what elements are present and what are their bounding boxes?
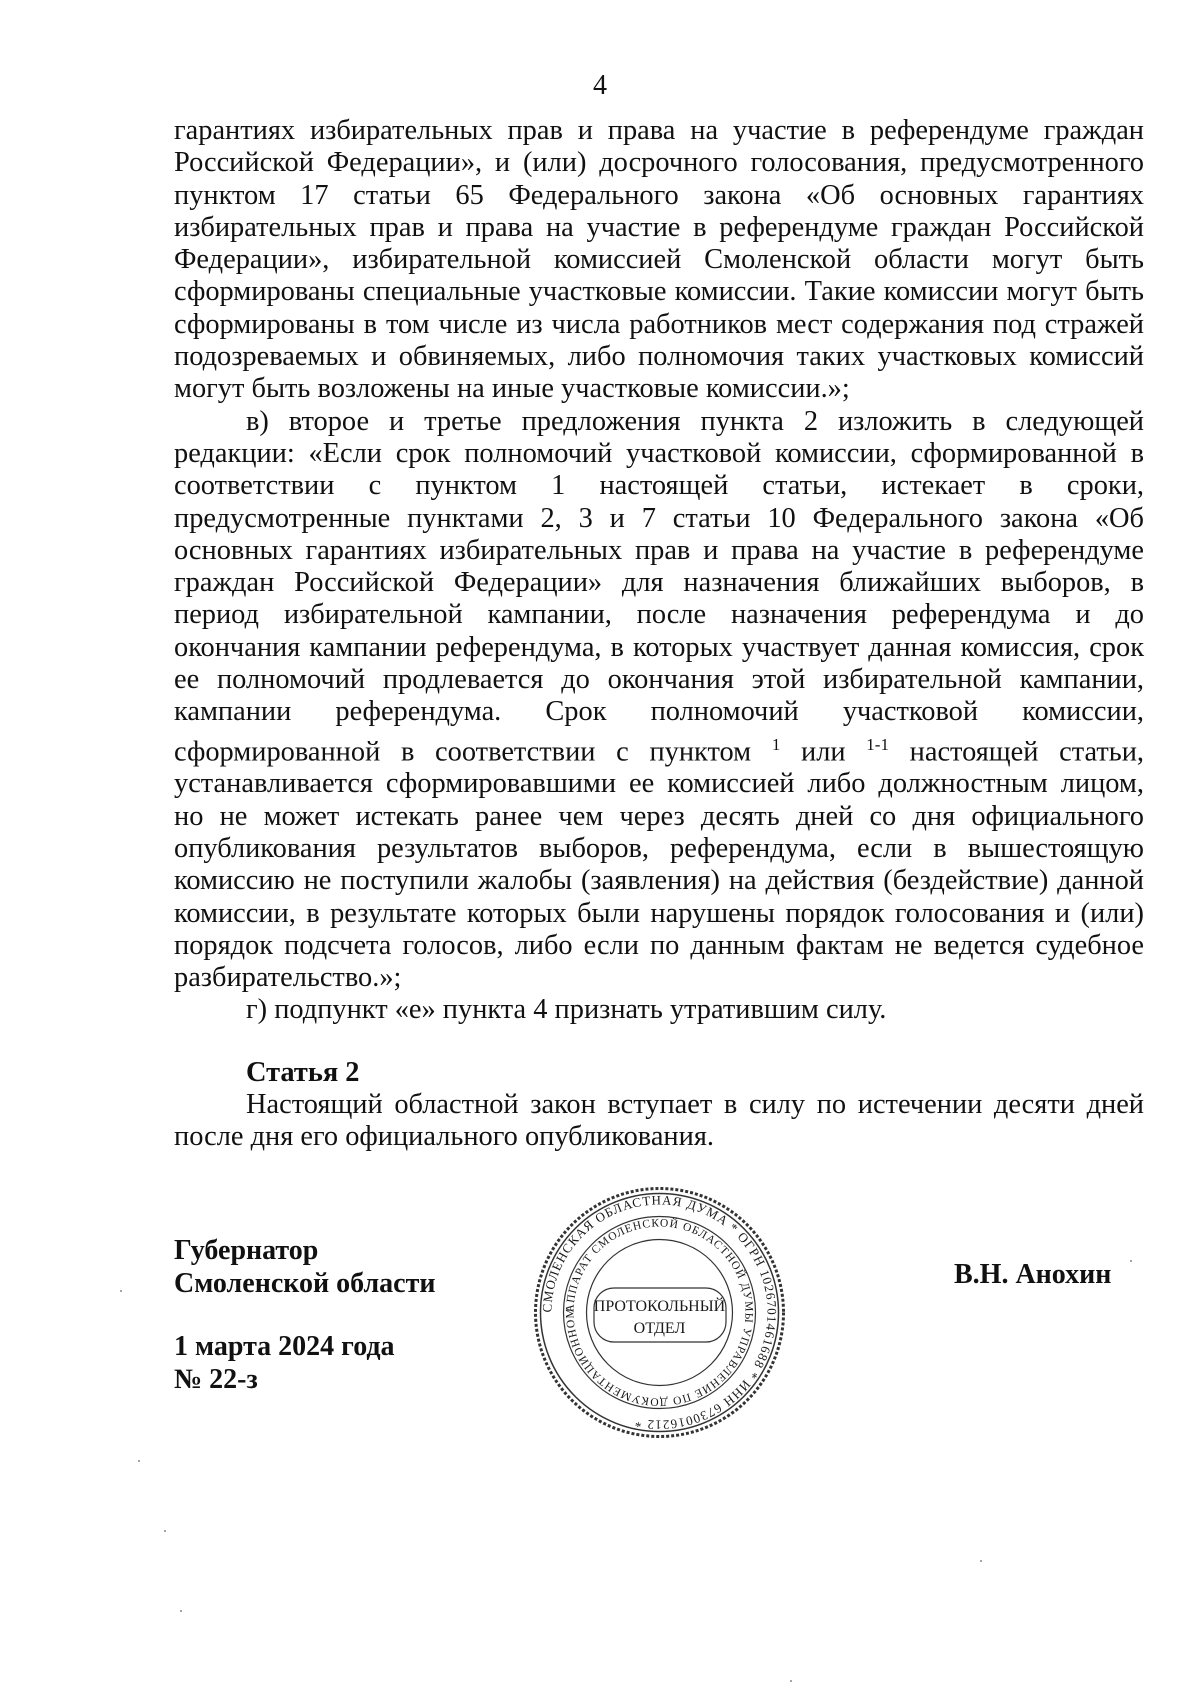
paragraph-continuation: гарантиях избирательных прав и права на участие в референдуме граждан Российской Федерации», и (или) досрочного голосования, предусмотренного пунктом 17 статьи 65 Федерального закона «Об основных гарантиях избирательных прав и права на участие в референдуме граждан Российской Федерации», избирательной комиссией Смоленской области могут быть сформированы специальные участковые комиссии. Такие комиссии могут быть сформированы в том числе из числа работников мест содержания под стражей подозреваемых и обвиняемых, либо полномочия таких участковых комиссий могут быть возложены на иные участковые комиссии.»;	[174, 115, 1144, 405]
signatory-name: В.Н. Анохин	[954, 1259, 1112, 1290]
seal-inner-text: АППАРАТ СМОЛЕНСКОЙ ОБЛАСТНОЙ ДУМЫ УПРАВЛЕНИЕ ПО ДОКУМЕНТАЦИОННОМ	[564, 1217, 755, 1408]
scan-speck	[138, 1460, 140, 1462]
scan-speck	[790, 1680, 792, 1682]
scan-speck	[164, 1530, 166, 1532]
seal-graphic	[532, 1185, 787, 1440]
paragraph-item-v-text: в) второе и третье предложения пункта 2 изложить в следующей редакции: «Если срок полномочий участковой комиссии, сформированной в соответствии с пунктом 1 настоящей статьи, истекает в сроки, предусмотренные пунктами 2, 3 и 7 статьи 10 Федерального закона «Об основных гарантиях избирательных прав и права на участие в референдуме граждан Российской Федерации» для назначения ближайших выборов, в период избирательной кампании, после назначения референдума и до окончания кампании референдума, в которых участвует данная комиссия, срок ее полномочий продлевается до окончания этой избирательной кампании, кампании референдума. Срок полномочий участковой комиссии, сформированной в соответствии с пунктом	[174, 405, 1144, 768]
paragraph-item-v-mid: или	[780, 736, 867, 768]
scan-speck	[1130, 1260, 1132, 1262]
seal-outer-text: СМОЛЕНСКАЯ ОБЛАСТНАЯ ДУМА * ОГРН 1026701461688 * ИНН 6730016212 *	[539, 1192, 780, 1433]
scan-speck	[120, 1290, 122, 1292]
superscript-1: 1	[771, 734, 781, 754]
article-text: Настоящий областной закон вступает в силу по истечении десяти дней после дня его официального опубликования.	[174, 1089, 1144, 1153]
scan-speck	[180, 1610, 182, 1612]
signing-date: 1 марта 2024 года	[174, 1331, 395, 1362]
seal-center-line2: ОТДЕЛ	[633, 1320, 686, 1337]
signatory-title-line1: Губернатор	[174, 1235, 319, 1266]
signatory-title-line2: Смоленской области	[174, 1268, 436, 1299]
scan-speck	[980, 1560, 982, 1562]
law-number: № 22-з	[174, 1364, 258, 1395]
paragraph-item-v-tail: настоящей статьи, устанавливается сформировавшими ее комиссией либо должностным лицом, но не может истекать ранее чем через десять дней со дня официального опубликования результатов выборов, референдума, если в вышестоящую комиссию не поступили жалобы (заявления) на действия (бездействие) данной комиссии, в результате которых были нарушены порядок голосования и (или) порядок подсчета голосов, либо если по данным фактам не ведется судебное разбирательство.»;	[174, 736, 1145, 994]
signing-details	[174, 1330, 395, 1396]
page-number: 4	[593, 70, 607, 101]
document-body	[174, 115, 1144, 1154]
superscript-1-1: 1-1	[866, 734, 889, 754]
signatory-title	[174, 1234, 435, 1300]
paragraph-item-v	[174, 406, 1144, 995]
paragraph-item-g: г) подпункт «е» пункта 4 признать утратившим силу.	[246, 994, 887, 1026]
article-heading: Статья 2	[246, 1056, 360, 1088]
official-seal	[532, 1185, 787, 1440]
seal-center-line1: ПРОТОКОЛЬНЫЙ	[593, 1298, 726, 1315]
